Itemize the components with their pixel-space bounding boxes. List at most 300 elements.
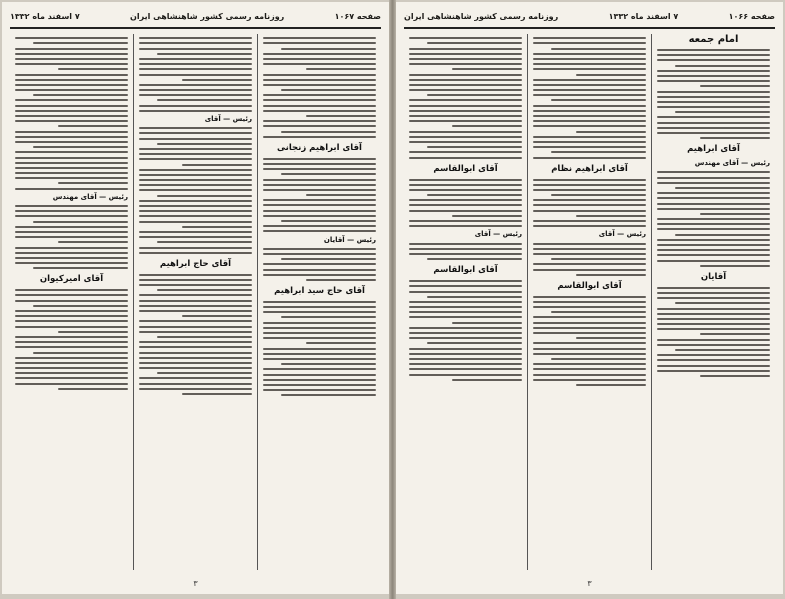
text-line (139, 48, 252, 50)
text-line (409, 210, 522, 212)
text-line (15, 320, 128, 322)
text-line (657, 318, 770, 320)
text-line (263, 184, 376, 186)
text-line (263, 110, 376, 112)
text-line (533, 269, 646, 271)
text-line (427, 296, 522, 298)
text-line (657, 91, 770, 93)
text-line (139, 189, 252, 191)
text-line (15, 247, 128, 249)
text-line (657, 171, 770, 173)
text-line (533, 348, 646, 350)
text-line (452, 215, 522, 217)
left-col1-heading: آقای امیرکیوان (39, 274, 104, 285)
left-col2-heading: آقای حاج ابراهیم (159, 258, 232, 269)
text-line (139, 274, 252, 276)
text-line (452, 322, 522, 324)
text-line (263, 53, 376, 55)
text-line (15, 110, 128, 112)
text-line (263, 269, 376, 271)
text-line (533, 204, 646, 206)
right-page (396, 2, 783, 594)
text-line (263, 274, 376, 276)
text-line (533, 94, 646, 96)
text-line (675, 65, 770, 67)
text-line (576, 215, 646, 217)
text-line (263, 327, 376, 329)
text-line (409, 280, 522, 282)
text-line (409, 84, 522, 86)
text-line (533, 110, 646, 112)
text-line (427, 342, 522, 344)
text-line (657, 260, 770, 262)
text-line (15, 383, 128, 385)
text-line (533, 179, 646, 181)
text-line (533, 79, 646, 81)
text-line (139, 68, 252, 70)
text-line (15, 120, 128, 122)
text-line (657, 344, 770, 346)
text-line (533, 316, 646, 318)
text-line (533, 353, 646, 355)
text-line (409, 306, 522, 308)
text-line (15, 37, 128, 39)
text-line (263, 348, 376, 350)
text-line (15, 84, 128, 86)
text-line (157, 336, 252, 338)
text-line (139, 210, 252, 212)
text-line (33, 94, 128, 96)
text-line (657, 116, 770, 118)
left-column-2 (133, 34, 257, 570)
text-line (33, 352, 128, 354)
text-line (15, 177, 128, 179)
text-line (139, 110, 252, 112)
text-line (533, 63, 646, 65)
text-line (281, 363, 376, 365)
right-col3-heading-2: آقای ابوالقاسم (433, 265, 498, 276)
text-line (533, 342, 646, 344)
text-line (139, 346, 252, 348)
text-line (409, 74, 522, 76)
text-line (139, 326, 252, 328)
text-line (15, 205, 128, 207)
text-line (551, 99, 646, 101)
text-line (15, 79, 128, 81)
text-line (139, 184, 252, 186)
text-line (409, 105, 522, 107)
text-line (409, 374, 522, 376)
left-col2-lead: رئیس — آقای (204, 115, 252, 123)
text-line (409, 120, 522, 122)
text-line (139, 74, 252, 76)
text-line (139, 94, 252, 96)
text-line (657, 244, 770, 246)
text-line (15, 58, 128, 60)
text-line (409, 131, 522, 133)
text-line (657, 354, 770, 356)
text-line (263, 230, 376, 232)
text-line (139, 37, 252, 39)
text-line (409, 332, 522, 334)
text-line (139, 215, 252, 217)
text-line (409, 199, 522, 201)
text-line (139, 305, 252, 307)
text-line (533, 89, 646, 91)
text-line (15, 346, 128, 348)
right-masthead: روزنامه رسمی کشور شاهنشاهی ایران (404, 11, 559, 21)
text-line (139, 367, 252, 369)
text-line (409, 363, 522, 365)
text-line (409, 204, 522, 206)
text-line (657, 292, 770, 294)
text-line (533, 220, 646, 222)
text-line (139, 205, 252, 207)
left-header-rule (10, 27, 381, 29)
text-line (700, 265, 770, 267)
text-line (15, 141, 128, 143)
text-line (657, 323, 770, 325)
text-line (139, 127, 252, 129)
text-line (657, 359, 770, 361)
text-line (576, 274, 646, 276)
text-line (263, 253, 376, 255)
text-line (263, 225, 376, 227)
text-line (533, 125, 646, 127)
text-line (15, 115, 128, 117)
text-line (657, 249, 770, 251)
text-line (533, 327, 646, 329)
text-line (139, 200, 252, 202)
text-line (533, 263, 646, 265)
text-line (657, 228, 770, 230)
text-line (409, 311, 522, 313)
text-line (281, 89, 376, 91)
text-line (281, 394, 376, 396)
text-line (15, 210, 128, 212)
text-line (157, 143, 252, 145)
text-line (182, 79, 252, 81)
text-line (139, 179, 252, 181)
text-line (409, 179, 522, 181)
text-line (15, 236, 128, 238)
text-line (409, 184, 522, 186)
text-line (15, 89, 128, 91)
text-line (657, 203, 770, 205)
text-line (263, 158, 376, 160)
text-line (427, 94, 522, 96)
text-line (15, 341, 128, 343)
left-page-header (10, 6, 381, 26)
text-line (657, 127, 770, 129)
text-line (15, 231, 128, 233)
text-line (533, 253, 646, 255)
text-line (657, 328, 770, 330)
text-line (182, 315, 252, 317)
text-line (657, 308, 770, 310)
text-line (409, 110, 522, 112)
text-line (533, 379, 646, 381)
text-line (263, 263, 376, 265)
text-line (657, 132, 770, 134)
text-line (15, 167, 128, 169)
text-line (533, 296, 646, 298)
text-line (15, 215, 128, 217)
text-line (427, 42, 522, 44)
text-line (533, 225, 646, 227)
text-line (15, 105, 128, 107)
text-line (533, 184, 646, 186)
text-line (15, 262, 128, 264)
text-line (263, 105, 376, 107)
text-line (139, 247, 252, 249)
text-line (58, 125, 128, 127)
text-line (15, 326, 128, 328)
text-line (533, 53, 646, 55)
text-line (15, 257, 128, 259)
text-line (533, 37, 646, 39)
text-line (657, 197, 770, 199)
text-line (409, 48, 522, 50)
text-line (657, 254, 770, 256)
text-line (139, 284, 252, 286)
text-line (409, 151, 522, 153)
text-line (409, 327, 522, 329)
text-line (139, 383, 252, 385)
text-line (533, 210, 646, 212)
text-line (657, 192, 770, 194)
text-line (427, 146, 522, 148)
text-line (657, 80, 770, 82)
text-line (675, 349, 770, 351)
text-line (33, 267, 128, 269)
text-line (306, 194, 376, 196)
text-line (551, 48, 646, 50)
text-line (551, 311, 646, 313)
text-line (263, 37, 376, 39)
text-line (281, 131, 376, 133)
text-line (157, 99, 252, 101)
text-line (139, 352, 252, 354)
text-line (657, 75, 770, 77)
text-line (533, 322, 646, 324)
text-line (281, 48, 376, 50)
text-line (657, 370, 770, 372)
text-line (533, 363, 646, 365)
right-date: ۷ اسفند ماه ۱۳۳۲ (608, 11, 679, 21)
text-line (281, 220, 376, 222)
text-line (700, 137, 770, 139)
text-line (139, 58, 252, 60)
text-line (15, 315, 128, 317)
text-line (657, 365, 770, 367)
right-col3-lead: رئیس — آقای (474, 230, 522, 239)
text-line (263, 179, 376, 181)
text-line (263, 389, 376, 391)
left-col1-lead: رئیس — آقای مهندس (52, 192, 128, 201)
text-line (15, 357, 128, 359)
text-line (33, 42, 128, 44)
text-line (263, 353, 376, 355)
text-line (263, 322, 376, 324)
text-line (33, 305, 128, 307)
text-line (281, 173, 376, 175)
left-page-label: صفحه ۱۰۶۷ (334, 11, 381, 21)
text-line (139, 63, 252, 65)
text-line (306, 342, 376, 344)
text-line (263, 168, 376, 170)
text-line (409, 136, 522, 138)
left-col3-heading-1: آقای ابراهیم زنجانی (277, 142, 362, 153)
text-line (139, 236, 252, 238)
text-line (533, 306, 646, 308)
text-line (15, 336, 128, 338)
text-line (533, 84, 646, 86)
text-line (551, 358, 646, 360)
text-line (657, 223, 770, 225)
text-line (657, 96, 770, 98)
right-col1-heading-2: آقایان (700, 271, 727, 282)
text-line (409, 337, 522, 339)
text-line (15, 172, 128, 174)
text-line (263, 301, 376, 303)
text-line (533, 68, 646, 70)
text-line (576, 131, 646, 133)
left-col3-heading-2: آقای حاج سید ابراهیم (274, 285, 365, 296)
text-line (533, 189, 646, 191)
text-line (139, 341, 252, 343)
text-line (657, 122, 770, 124)
text-line (409, 53, 522, 55)
text-line (263, 74, 376, 76)
left-date: ۷ اسفند ماه ۱۳۳۲ (10, 11, 80, 21)
text-line (700, 333, 770, 335)
text-line (139, 279, 252, 281)
left-columns (10, 34, 381, 570)
text-line (263, 136, 376, 138)
right-col1-lead: رئیس — آقای مهندس (694, 159, 770, 168)
text-line (409, 291, 522, 293)
right-col3-heading-1: آقای ابوالقاسم (433, 163, 498, 174)
text-line (139, 84, 252, 86)
text-line (58, 331, 128, 333)
text-line (15, 162, 128, 164)
text-line (657, 59, 770, 61)
text-line (58, 68, 128, 70)
text-line (139, 138, 252, 140)
text-line (409, 63, 522, 65)
text-line (657, 177, 770, 179)
text-line (409, 368, 522, 370)
text-line (139, 105, 252, 107)
text-line (533, 120, 646, 122)
text-line (263, 248, 376, 250)
text-line (263, 306, 376, 308)
text-line (263, 125, 376, 127)
text-line (139, 148, 252, 150)
text-line (15, 289, 128, 291)
text-line (139, 331, 252, 333)
text-line (58, 182, 128, 184)
text-line (15, 362, 128, 364)
left-page (2, 2, 389, 594)
text-line (263, 163, 376, 165)
left-column-3 (10, 34, 133, 570)
text-line (139, 153, 252, 155)
left-page-footer: ۳ (193, 579, 198, 588)
text-line (157, 195, 252, 197)
right-columns (404, 34, 775, 570)
text-line (15, 377, 128, 379)
text-line (139, 42, 252, 44)
text-line (700, 213, 770, 215)
text-line (409, 58, 522, 60)
text-line (15, 151, 128, 153)
text-line (263, 94, 376, 96)
text-line (139, 377, 252, 379)
text-line (657, 54, 770, 56)
text-line (409, 316, 522, 318)
text-line (33, 221, 128, 223)
text-line (700, 375, 770, 377)
text-line (15, 48, 128, 50)
text-line (306, 279, 376, 281)
text-line (409, 348, 522, 350)
text-line (139, 89, 252, 91)
text-line (657, 339, 770, 341)
text-line (409, 353, 522, 355)
text-line (263, 58, 376, 60)
right-col1-top-heading: امام جمعه (688, 34, 739, 45)
text-line (409, 253, 522, 255)
text-line (409, 99, 522, 101)
text-line (533, 243, 646, 245)
text-line (533, 115, 646, 117)
text-line (409, 225, 522, 227)
text-line (657, 70, 770, 72)
text-line (15, 188, 128, 190)
text-line (263, 379, 376, 381)
text-line (139, 300, 252, 302)
text-line (409, 285, 522, 287)
text-line (139, 252, 252, 254)
text-line (263, 215, 376, 217)
left-column-1 (257, 34, 381, 570)
text-line (263, 199, 376, 201)
right-column-3 (404, 34, 527, 570)
text-line (657, 239, 770, 241)
right-column-2 (527, 34, 651, 570)
text-line (675, 234, 770, 236)
left-col3-lead: رئیس — آقایان (323, 235, 376, 244)
text-line (409, 115, 522, 117)
text-line (263, 374, 376, 376)
text-line (139, 169, 252, 171)
text-line (15, 63, 128, 65)
text-line (409, 358, 522, 360)
text-line (409, 79, 522, 81)
text-line (409, 141, 522, 143)
text-line (15, 226, 128, 228)
text-line (409, 243, 522, 245)
text-line (139, 362, 252, 364)
text-line (263, 99, 376, 101)
text-line (533, 301, 646, 303)
text-line (533, 105, 646, 107)
text-line (15, 294, 128, 296)
text-line (157, 241, 252, 243)
right-page-header (404, 6, 775, 26)
